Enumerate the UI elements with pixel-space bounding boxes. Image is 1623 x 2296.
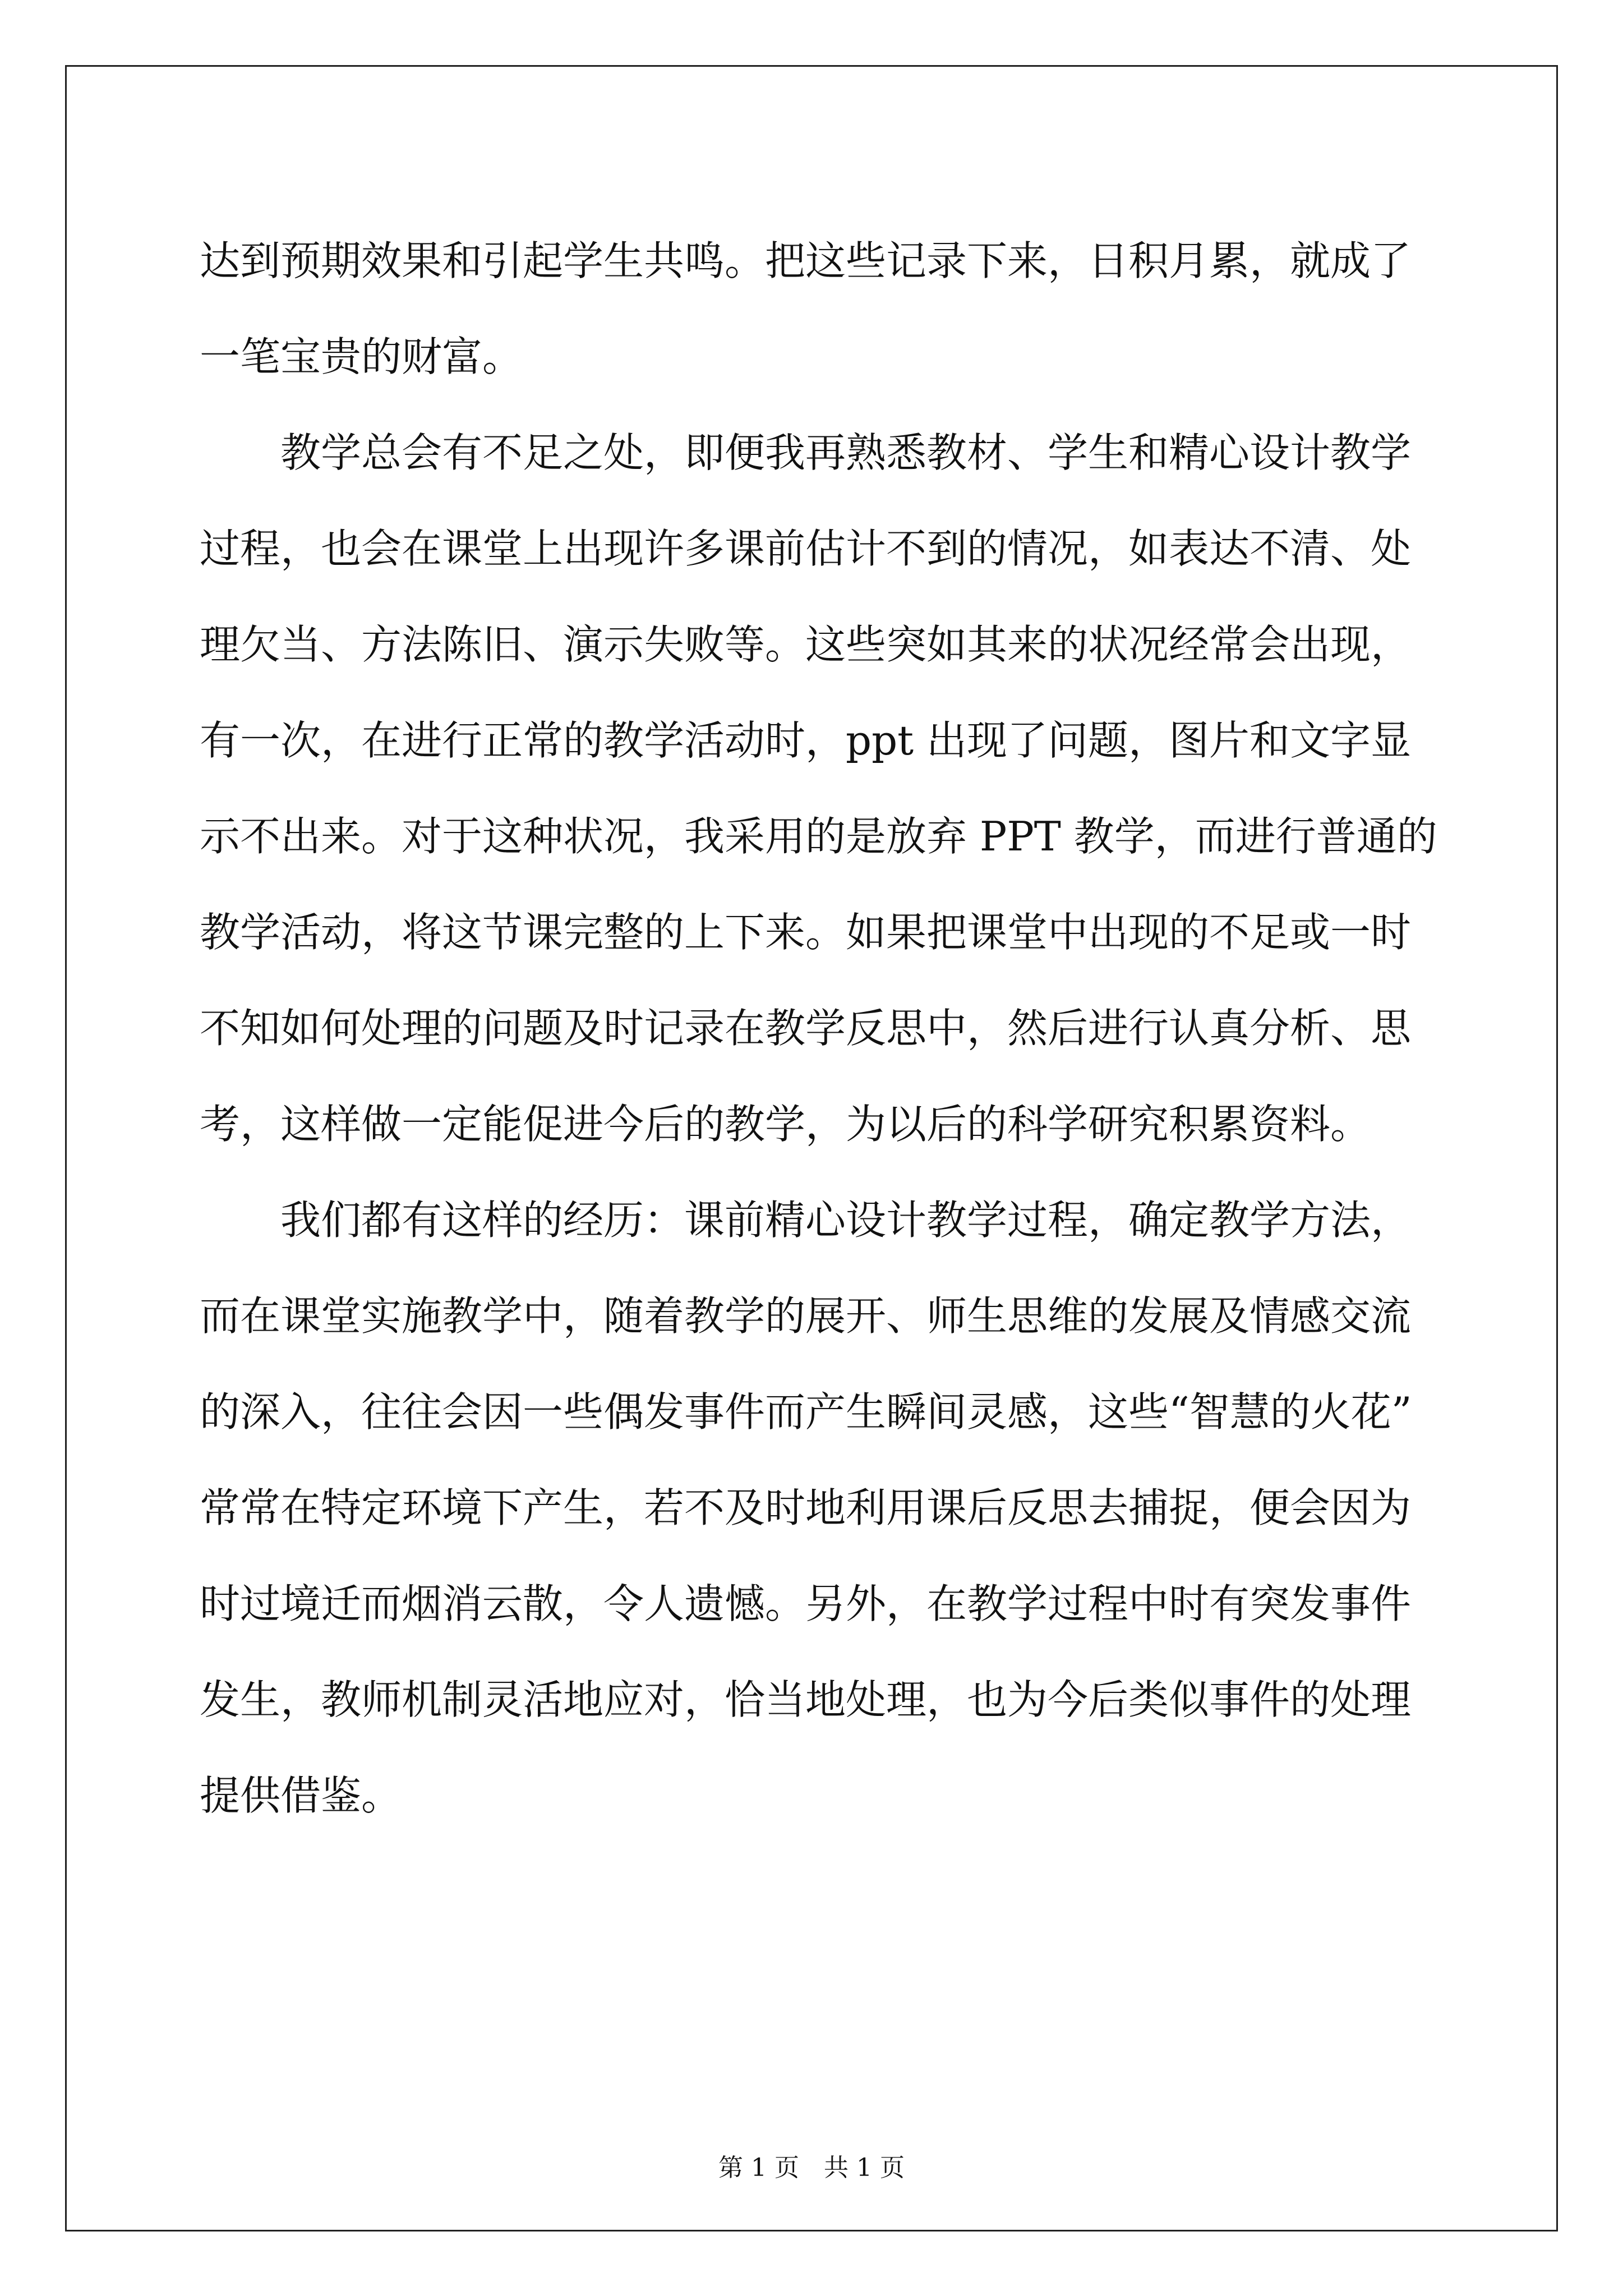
text-line: 而在课堂实施教学中，随着教学的展开、师生思维的发展及情感交流 xyxy=(200,1292,1412,1340)
text-line: 我们都有这样的经历：课前精心设计教学过程，确定教学方法， xyxy=(280,1197,1412,1244)
text-line: 示不出来。对于这种状况，我采用的是放弃 PPT 教学，而进行普通的 xyxy=(200,813,1437,860)
text-line: 教学总会有不足之处，即便我再熟悉教材、学生和精心设计教学 xyxy=(280,429,1412,476)
text-line: 一笔宝贵的财富。 xyxy=(200,333,523,380)
document-body xyxy=(200,213,1450,1844)
text-line: 常常在特定环境下产生，若不及时地利用课后反思去捕捉，便会因为 xyxy=(200,1484,1412,1531)
page-footer xyxy=(0,2151,1623,2185)
text-line: 理欠当、方法陈旧、演示失败等。这些突如其来的状况经常会出现， xyxy=(200,621,1412,668)
text-line: 不知如何处理的问题及时记录在教学反思中，然后进行认真分析、思 xyxy=(200,1005,1412,1052)
text-line: 有一次，在进行正常的教学活动时，ppt 出现了问题，图片和文字显 xyxy=(200,717,1412,764)
text-line: 的深入，往往会因一些偶发事件而产生瞬间灵感，这些“智慧的火花” xyxy=(200,1388,1412,1435)
text-line: 发生，教师机制灵活地应对，恰当地处理，也为今后类似事件的处理 xyxy=(200,1676,1412,1723)
text-line: 教学活动，将这节课完整的上下来。如果把课堂中出现的不足或一时 xyxy=(200,909,1412,956)
paragraph-1 xyxy=(200,213,1450,405)
paragraph-2 xyxy=(200,405,1450,1172)
text-line: 过程，也会在课堂上出现许多课前估计不到的情况，如表达不清、处 xyxy=(200,525,1412,572)
text-line: 达到预期效果和引起学生共鸣。把这些记录下来，日积月累，就成了 xyxy=(200,237,1412,284)
text-line: 考，这样做一定能促进今后的教学，为以后的科学研究积累资料。 xyxy=(200,1101,1371,1148)
text-line: 提供借鉴。 xyxy=(200,1772,402,1819)
text-line: 时过境迁而烟消云散，令人遗憾。另外，在教学过程中时有突发事件 xyxy=(200,1580,1412,1627)
paragraph-3 xyxy=(200,1172,1450,1844)
page-number-label: 第 1 页 共 1 页 xyxy=(718,2154,905,2182)
